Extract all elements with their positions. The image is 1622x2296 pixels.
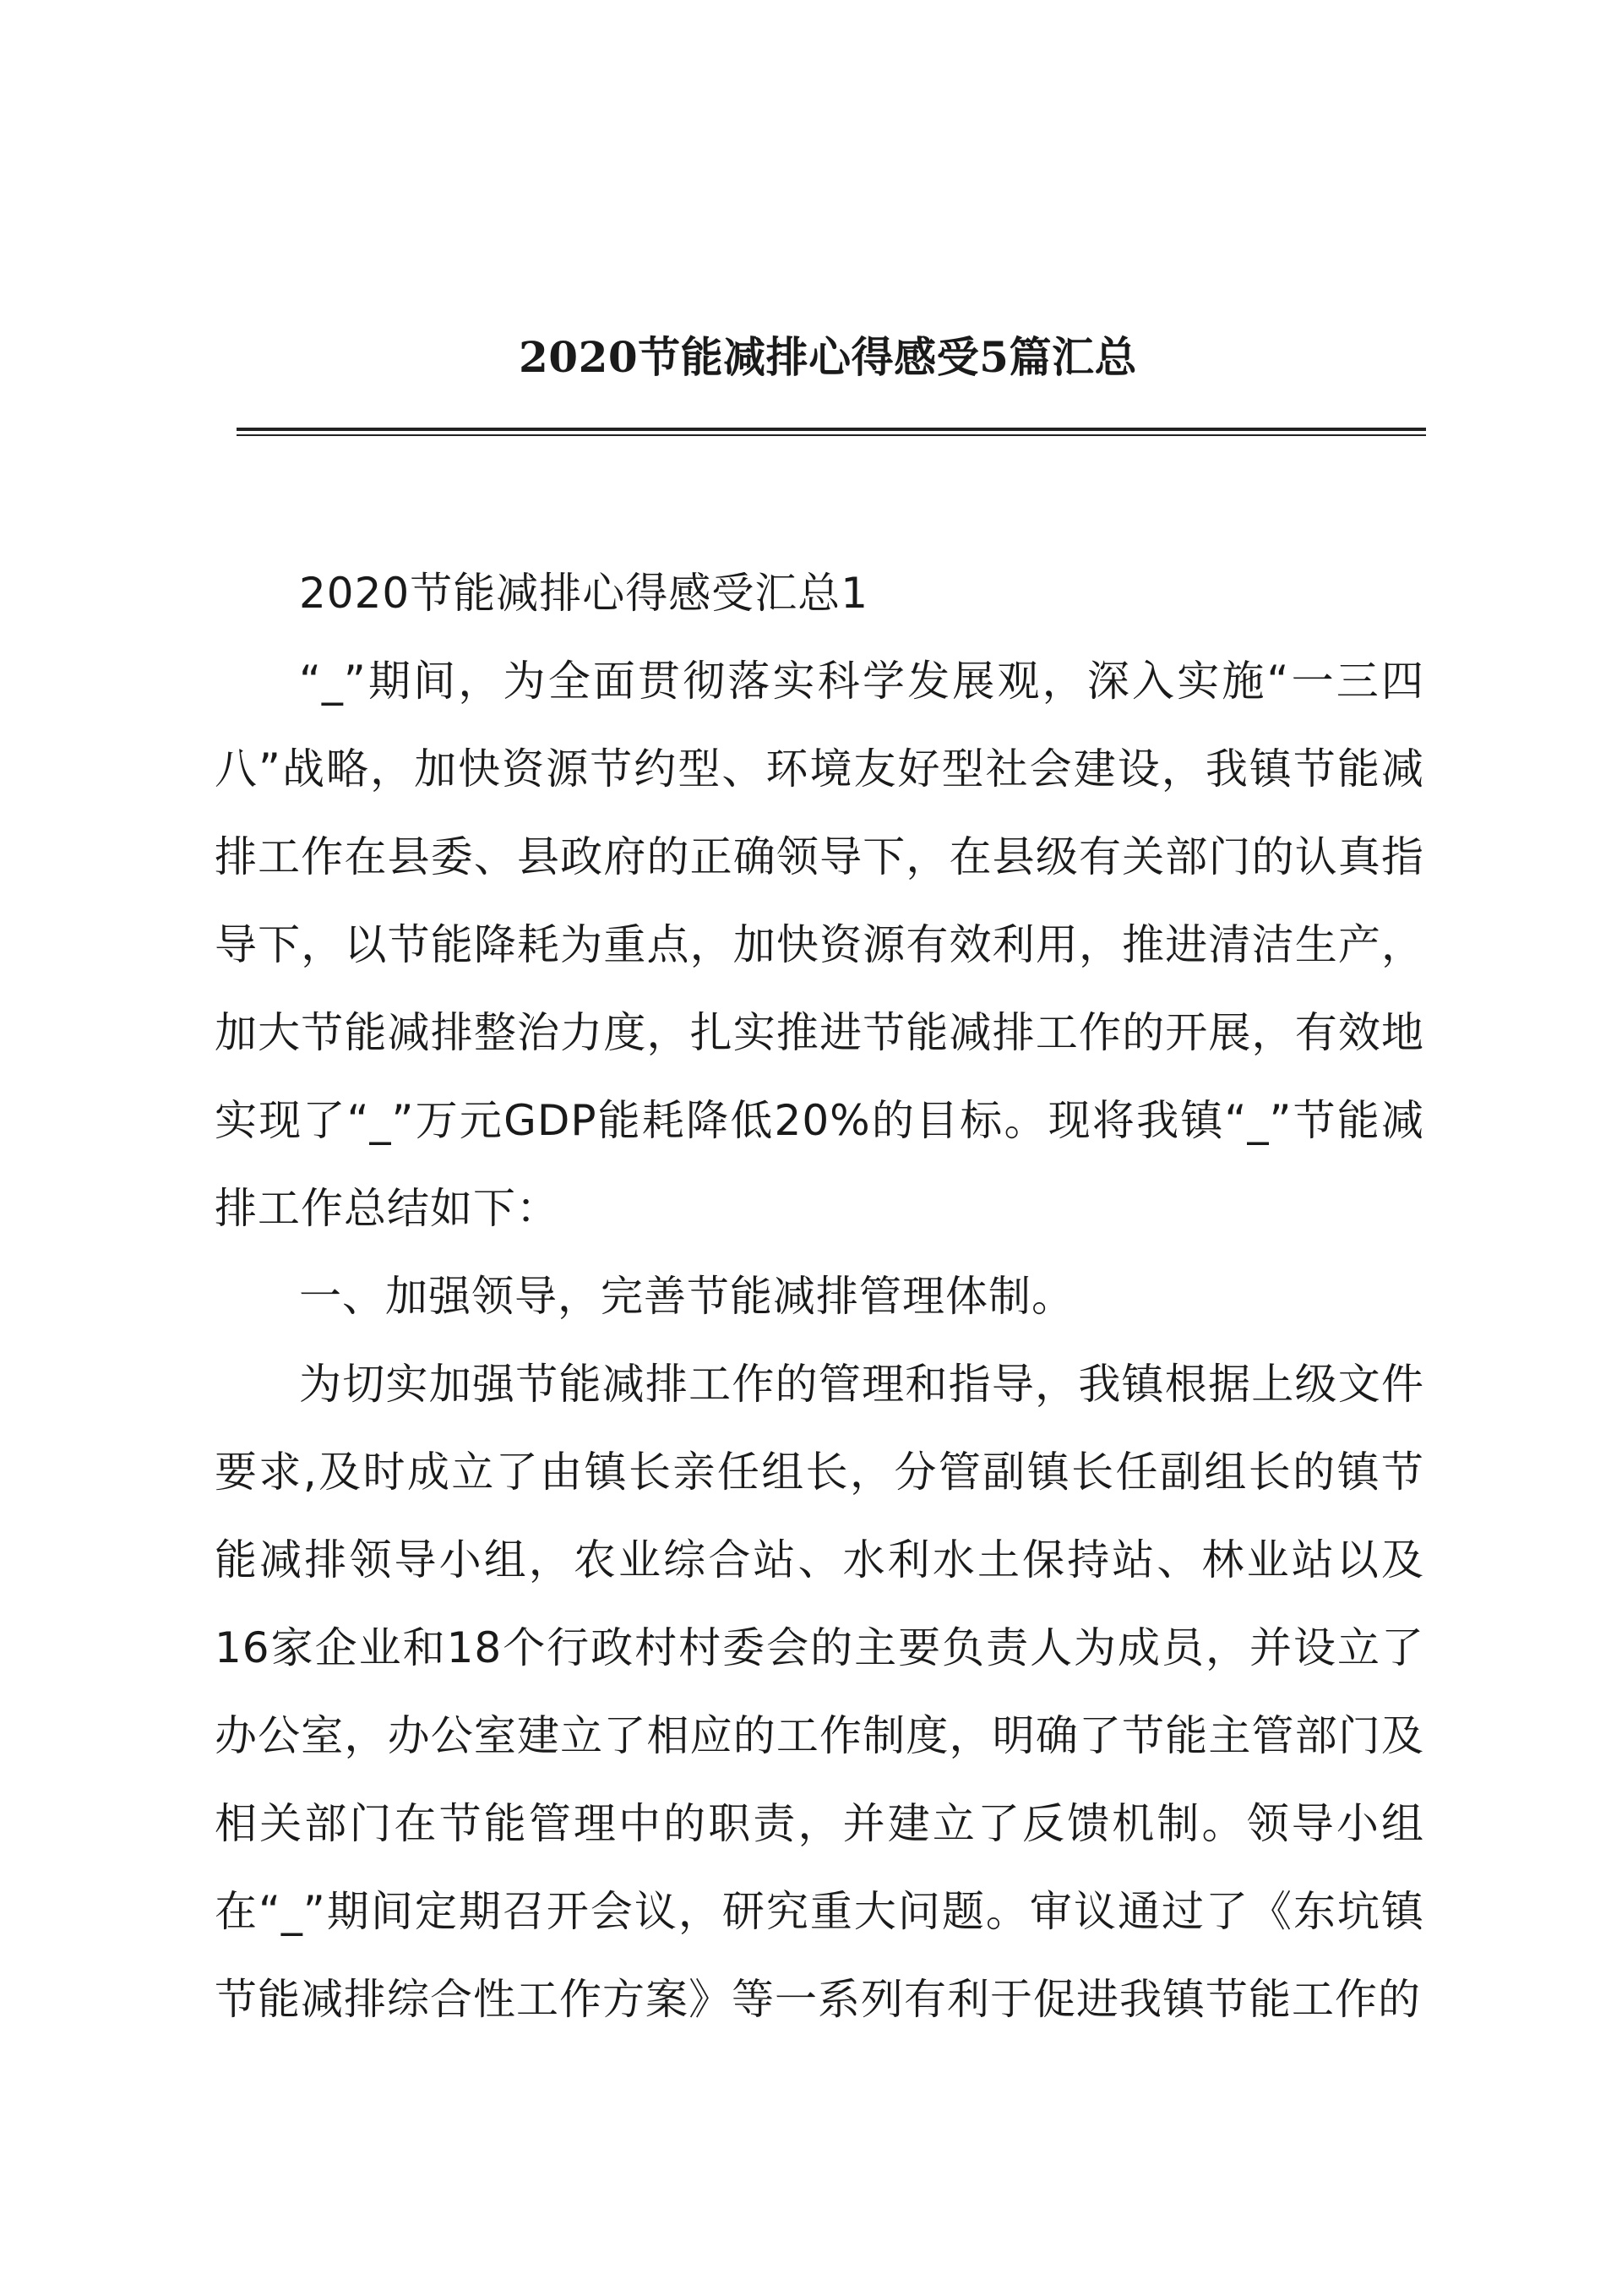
title-divider-thick <box>237 428 1426 431</box>
document-body <box>215 549 1424 2043</box>
title-divider-thin <box>237 434 1426 436</box>
document-title: 2020节能减排心得感受5篇汇总 <box>519 332 1137 382</box>
subsection-heading: 一、加强领导，完善节能减排管理体制。 <box>299 1272 1075 1321</box>
body-paragraph: “_”期间，为全面贯彻落实科学发展观，深入实施“一三四八”战略，加快资源节约型、环境友好型社会建设，我镇节能减排工作在县委、县政府的正确领导下，在县级有关部门的认真指导下，以节能降耗为重点，加快资源有效利用，推进清洁生产，加大节能减排整治力度，扎实推进节能减排工作的开展，有效地实现了“_”万元GDP能耗降低20%的目标。现将我镇“_”节能减排工作总结如下： <box>215 657 1424 1233</box>
body-paragraph: 为切实加强节能减排工作的管理和指导，我镇根据上级文件要求,及时成立了由镇长亲任组长，分管副镇长任副组长的镇节能减排领导小组，农业综合站、水利水土保持站、林业站以及16家企业和18个行政村村委会的主要负责人为成员，并设立了办公室，办公室建立了相应的工作制度，明确了节能主管部门及相关部门在节能管理中的职责，并建立了反馈机制。领导小组在“_”期间定期召开会议，研究重大问题。审议通过了《东坑镇节能减排综合性工作方案》等一系列有利于促进我镇节能工作的 <box>215 1360 1424 2024</box>
section-heading: 2020节能减排心得感受汇总1 <box>299 569 869 618</box>
